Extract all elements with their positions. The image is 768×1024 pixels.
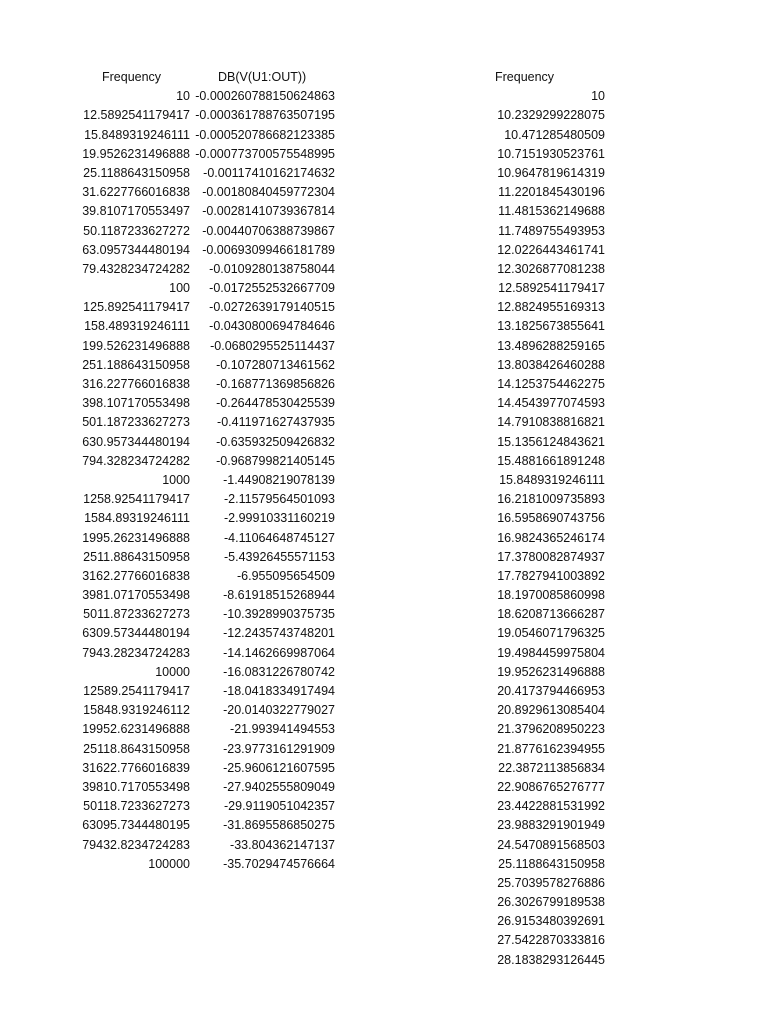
- db-cell[interactable]: -29.9119051042357: [224, 799, 335, 814]
- table-row: [460, 682, 660, 701]
- db-cell[interactable]: -0.000773700575548995: [195, 146, 335, 161]
- db-cell[interactable]: -0.0109280138758044: [209, 261, 335, 276]
- frequency-cell[interactable]: 15.1356124843621: [497, 434, 605, 449]
- db-cell[interactable]: -0.168771369856826: [216, 377, 335, 391]
- table-row: [460, 836, 660, 855]
- table-row: [0, 701, 420, 720]
- frequency-cell[interactable]: 17.7827941003892: [497, 568, 605, 583]
- frequency-cell[interactable]: 25.1188643150958: [498, 856, 605, 871]
- db-cell[interactable]: -2.99910331160219: [224, 511, 335, 526]
- table-row: [0, 145, 420, 164]
- db-cell[interactable]: -0.00180840459772304: [202, 185, 335, 200]
- frequency-cell[interactable]: 100: [169, 281, 190, 296]
- frequency-cell[interactable]: 14.1253754462275: [497, 377, 605, 391]
- frequency-cell[interactable]: 39.8107170553497: [82, 204, 190, 219]
- db-cell[interactable]: -0.000520786682123385: [195, 127, 335, 142]
- db-cell[interactable]: -0.000361788763507195: [195, 108, 335, 123]
- db-cell[interactable]: -2.11579564501093: [224, 492, 335, 507]
- table-row: [460, 605, 660, 624]
- frequency-cell[interactable]: 18.1970085860998: [497, 588, 605, 603]
- frequency-cell[interactable]: 12.5892541179417: [83, 108, 190, 123]
- frequency-cell[interactable]: 19.9526231496888: [82, 146, 190, 161]
- frequency-cell[interactable]: 19.4984459975804: [497, 645, 605, 660]
- table-row: [460, 663, 660, 682]
- table-row: [460, 356, 660, 375]
- table-row: [460, 778, 660, 797]
- frequency-response-table: [0, 68, 420, 874]
- db-cell[interactable]: -0.00693099466181789: [202, 242, 335, 257]
- table-row: [0, 126, 420, 145]
- frequency-cell[interactable]: 199.526231496888: [82, 338, 190, 353]
- db-cell[interactable]: -18.0418334917494: [223, 684, 335, 698]
- table-row: [460, 912, 660, 931]
- table-row: [460, 317, 660, 336]
- frequency-cell[interactable]: 27.5422870333816: [497, 933, 605, 948]
- frequency-cell[interactable]: 16.2181009735893: [497, 492, 605, 507]
- db-cell[interactable]: -12.2435743748201: [223, 626, 335, 641]
- table-row: [460, 759, 660, 778]
- frequency-cell[interactable]: 39810.7170553498: [82, 779, 190, 794]
- frequency-cell[interactable]: 63095.7344480195: [82, 818, 190, 833]
- frequency-cell[interactable]: 125.892541179417: [83, 300, 190, 315]
- db-cell[interactable]: -0.107280713461562: [216, 357, 335, 372]
- frequency-cell[interactable]: 7943.28234724283: [82, 645, 190, 660]
- frequency-cell[interactable]: 12589.2541179417: [83, 684, 190, 698]
- table-row: [0, 663, 420, 682]
- frequency-cell[interactable]: 14.7910838816821: [497, 415, 605, 430]
- table-row: [0, 106, 420, 125]
- frequency-cell[interactable]: 10.7151930523761: [497, 146, 605, 161]
- table-row: [0, 413, 420, 432]
- table-row: [0, 720, 420, 739]
- frequency-cell[interactable]: 1000: [162, 472, 190, 487]
- frequency-cell[interactable]: 19.9526231496888: [497, 664, 605, 679]
- table-row: [0, 605, 420, 624]
- frequency-cell[interactable]: 5011.87233627273: [83, 607, 190, 622]
- db-cell[interactable]: -31.8695586850275: [223, 818, 335, 833]
- db-cell[interactable]: -23.9773161291909: [223, 741, 335, 756]
- frequency-cell[interactable]: 14.4543977074593: [497, 396, 605, 411]
- frequency-cell[interactable]: 11.7489755493953: [498, 223, 605, 238]
- table-row: [460, 471, 660, 490]
- table-row: [0, 241, 420, 260]
- table-row: [0, 337, 420, 356]
- frequency-cell[interactable]: 501.187233627273: [82, 415, 190, 430]
- db-cell[interactable]: -0.0680295525114437: [210, 338, 335, 353]
- header-row: [0, 68, 420, 87]
- frequency-cell[interactable]: 25118.8643150958: [83, 741, 190, 756]
- frequency-header[interactable]: Frequency: [495, 70, 555, 84]
- table-row: [0, 778, 420, 797]
- frequency-cell[interactable]: 26.9153480392691: [497, 914, 605, 929]
- frequency-cell[interactable]: 16.5958690743756: [497, 511, 605, 526]
- table-row: [460, 337, 660, 356]
- frequency-cell[interactable]: 16.9824365246174: [497, 530, 605, 545]
- table-row: [460, 222, 660, 241]
- db-cell[interactable]: -33.804362147137: [230, 837, 335, 852]
- frequency-cell[interactable]: 17.3780082874937: [497, 549, 605, 564]
- table-row: [0, 317, 420, 336]
- table-row: [460, 720, 660, 739]
- frequency-cell[interactable]: 23.4422881531992: [497, 799, 605, 814]
- table-row: [460, 855, 660, 874]
- table-row: [0, 433, 420, 452]
- frequency-cell[interactable]: 79.4328234724282: [82, 261, 190, 276]
- frequency-cell[interactable]: 251.188643150958: [82, 357, 190, 372]
- table-row: [460, 624, 660, 643]
- table-row: [460, 298, 660, 317]
- table-row: [460, 548, 660, 567]
- table-row: [0, 164, 420, 183]
- db-cell[interactable]: -16.0831226780742: [223, 664, 335, 679]
- table-row: [460, 241, 660, 260]
- frequency-cell[interactable]: 100000: [148, 856, 190, 871]
- db-cell[interactable]: -8.61918515268944: [223, 588, 335, 603]
- frequency-cell[interactable]: 63.0957344480194: [82, 242, 190, 257]
- frequency-cell[interactable]: 19952.6231496888: [82, 722, 190, 737]
- frequency-cell[interactable]: 15.4881661891248: [497, 453, 605, 468]
- frequency-cell[interactable]: 316.227766016838: [82, 377, 190, 391]
- table-row: [0, 356, 420, 375]
- table-row: [0, 682, 420, 701]
- db-cell[interactable]: -21.993941494553: [230, 722, 335, 737]
- table-row: [0, 529, 420, 548]
- frequency-cell[interactable]: 6309.57344480194: [82, 626, 190, 641]
- db-cell[interactable]: -27.9402555809049: [223, 779, 335, 794]
- db-cell[interactable]: -10.3928990375735: [223, 607, 335, 622]
- table-row: [0, 202, 420, 221]
- frequency-cell[interactable]: 50.1187233627272: [83, 223, 190, 238]
- db-cell[interactable]: -0.968799821405145: [216, 453, 335, 468]
- db-cell[interactable]: -0.0272639179140515: [209, 300, 335, 315]
- table-row: [460, 509, 660, 528]
- table-row: [0, 624, 420, 643]
- frequency-cell[interactable]: 22.9086765276777: [497, 779, 605, 794]
- db-header[interactable]: DB(V(U1:OUT)): [218, 70, 307, 84]
- table-row: [0, 759, 420, 778]
- table-row: [0, 222, 420, 241]
- frequency-cell[interactable]: 21.8776162394955: [497, 741, 605, 756]
- db-cell[interactable]: -14.1462669987064: [223, 645, 335, 660]
- frequency-cell[interactable]: 24.5470891568503: [497, 837, 605, 852]
- frequency-cell[interactable]: 158.489319246111: [84, 319, 190, 334]
- frequency-cell[interactable]: 19.0546071796325: [497, 626, 605, 641]
- db-cell[interactable]: -0.0430800694784646: [209, 319, 335, 334]
- table-row: [460, 260, 660, 279]
- table-row: [0, 279, 420, 298]
- db-cell[interactable]: -0.000260788150624863: [195, 89, 335, 104]
- table-row: [0, 87, 420, 106]
- table-row: [460, 797, 660, 816]
- frequency-cell[interactable]: 1995.26231496888: [82, 530, 190, 545]
- frequency-cell[interactable]: 20.4173794466953: [497, 684, 605, 698]
- frequency-cell[interactable]: 1258.92541179417: [83, 492, 190, 507]
- frequency-cell[interactable]: 31622.7766016839: [82, 760, 190, 775]
- frequency-cell[interactable]: 26.3026799189538: [497, 895, 605, 910]
- frequency-cell[interactable]: 28.1838293126445: [497, 952, 605, 967]
- table-row: [0, 260, 420, 279]
- frequency-cell[interactable]: 2511.88643150958: [83, 549, 190, 564]
- frequency-cell[interactable]: 398.107170553498: [82, 396, 190, 411]
- table-row: [0, 855, 420, 874]
- table-row: [460, 529, 660, 548]
- db-cell[interactable]: -0.635932509426832: [216, 434, 335, 449]
- frequency-cell[interactable]: 10.9647819614319: [497, 165, 605, 180]
- frequency-cell[interactable]: 20.8929613085404: [497, 703, 605, 718]
- frequency-cell[interactable]: 21.3796208950223: [497, 722, 605, 737]
- db-cell[interactable]: -0.00117410162174632: [203, 165, 335, 180]
- table-row: [0, 471, 420, 490]
- frequency-cell[interactable]: 1584.89319246111: [84, 511, 190, 526]
- table-row: [460, 413, 660, 432]
- table-row: [460, 87, 660, 106]
- header-row: [460, 68, 660, 87]
- frequency-cell[interactable]: 18.6208713666287: [497, 607, 605, 622]
- table-row: [460, 951, 660, 970]
- table-row: [0, 797, 420, 816]
- frequency-cell[interactable]: 50118.7233627273: [83, 799, 190, 814]
- table-row: [0, 509, 420, 528]
- table-row: [0, 548, 420, 567]
- table-row: [460, 701, 660, 720]
- table-row: [0, 452, 420, 471]
- table-row: [460, 874, 660, 893]
- table-row: [460, 644, 660, 663]
- frequency-cell[interactable]: 13.4896288259165: [497, 338, 605, 353]
- table-row: [460, 490, 660, 509]
- table-row: [0, 836, 420, 855]
- table-row: [0, 586, 420, 605]
- frequency-cell[interactable]: 23.9883291901949: [497, 818, 605, 833]
- table-row: [460, 145, 660, 164]
- table-row: [460, 816, 660, 835]
- table-row: [460, 375, 660, 394]
- frequency-cell[interactable]: 15.8489319246111: [84, 127, 190, 142]
- table-row: [460, 931, 660, 950]
- frequency-cell[interactable]: 12.0226443461741: [497, 242, 605, 257]
- table-row: [460, 279, 660, 298]
- frequency-header[interactable]: Frequency: [102, 70, 162, 84]
- frequency-cell[interactable]: 12.3026877081238: [497, 261, 605, 276]
- db-cell[interactable]: -4.11064648745127: [224, 530, 335, 545]
- frequency-cell[interactable]: 794.328234724282: [82, 453, 190, 468]
- frequency-cell[interactable]: 10000: [155, 664, 190, 679]
- frequency-cell[interactable]: 3981.07170553498: [82, 588, 190, 603]
- table-row: [460, 586, 660, 605]
- db-cell[interactable]: -35.7029474576664: [223, 856, 335, 871]
- table-row: [0, 394, 420, 413]
- db-cell[interactable]: -0.00281410739367814: [202, 204, 335, 219]
- frequency-cell[interactable]: 22.3872113856834: [498, 760, 605, 775]
- frequency-cell[interactable]: 12.8824955169313: [497, 300, 605, 315]
- table-row: [0, 183, 420, 202]
- db-cell[interactable]: -0.00440706388739867: [202, 223, 335, 238]
- table-row: [460, 183, 660, 202]
- table-row: [0, 567, 420, 586]
- db-cell[interactable]: -5.43926455571153: [224, 549, 335, 564]
- frequency-cell[interactable]: 11.4815362149688: [498, 204, 605, 219]
- db-cell[interactable]: -0.411971627437935: [217, 415, 335, 430]
- frequency-cell[interactable]: 13.1825673855641: [497, 319, 605, 334]
- table-row: [0, 816, 420, 835]
- frequency-cell[interactable]: 79432.8234724283: [82, 837, 190, 852]
- table-row: [0, 644, 420, 663]
- table-row: [460, 452, 660, 471]
- db-cell[interactable]: -20.0140322779027: [223, 703, 335, 718]
- frequency-cell[interactable]: 10: [591, 89, 605, 104]
- frequency-cell[interactable]: 10.471285480509: [504, 127, 605, 142]
- table-row: [460, 126, 660, 145]
- table-row: [460, 202, 660, 221]
- db-cell[interactable]: -6.955095654509: [236, 568, 335, 583]
- db-cell[interactable]: -25.9606121607595: [223, 760, 335, 775]
- table-row: [0, 490, 420, 509]
- table-row: [460, 394, 660, 413]
- frequency-cell[interactable]: 11.2201845430196: [498, 185, 605, 200]
- frequency-list-table: [460, 68, 660, 970]
- db-cell[interactable]: -0.0172552532667709: [209, 281, 335, 296]
- frequency-cell[interactable]: 10.2329299228075: [497, 108, 605, 123]
- table-row: [460, 106, 660, 125]
- table-row: [460, 893, 660, 912]
- table-row: [0, 298, 420, 317]
- frequency-cell[interactable]: 3162.27766016838: [82, 568, 190, 583]
- table-row: [0, 375, 420, 394]
- table-row: [460, 164, 660, 183]
- frequency-cell[interactable]: 12.5892541179417: [498, 281, 605, 296]
- frequency-cell[interactable]: 15.8489319246111: [499, 472, 605, 487]
- frequency-cell[interactable]: 13.8038426460288: [497, 357, 605, 372]
- table-row: [0, 740, 420, 759]
- table-row: [460, 567, 660, 586]
- db-cell[interactable]: -0.264478530425539: [216, 396, 335, 411]
- frequency-cell[interactable]: 630.957344480194: [82, 434, 190, 449]
- table-row: [460, 433, 660, 452]
- frequency-cell[interactable]: 31.6227766016838: [82, 185, 190, 200]
- frequency-cell[interactable]: 10: [176, 89, 190, 104]
- table-row: [460, 740, 660, 759]
- db-cell[interactable]: -1.44908219078139: [223, 472, 335, 487]
- frequency-cell[interactable]: 15848.9319246112: [83, 703, 190, 718]
- frequency-cell[interactable]: 25.1188643150958: [83, 165, 190, 180]
- frequency-cell[interactable]: 25.7039578276886: [497, 875, 605, 890]
